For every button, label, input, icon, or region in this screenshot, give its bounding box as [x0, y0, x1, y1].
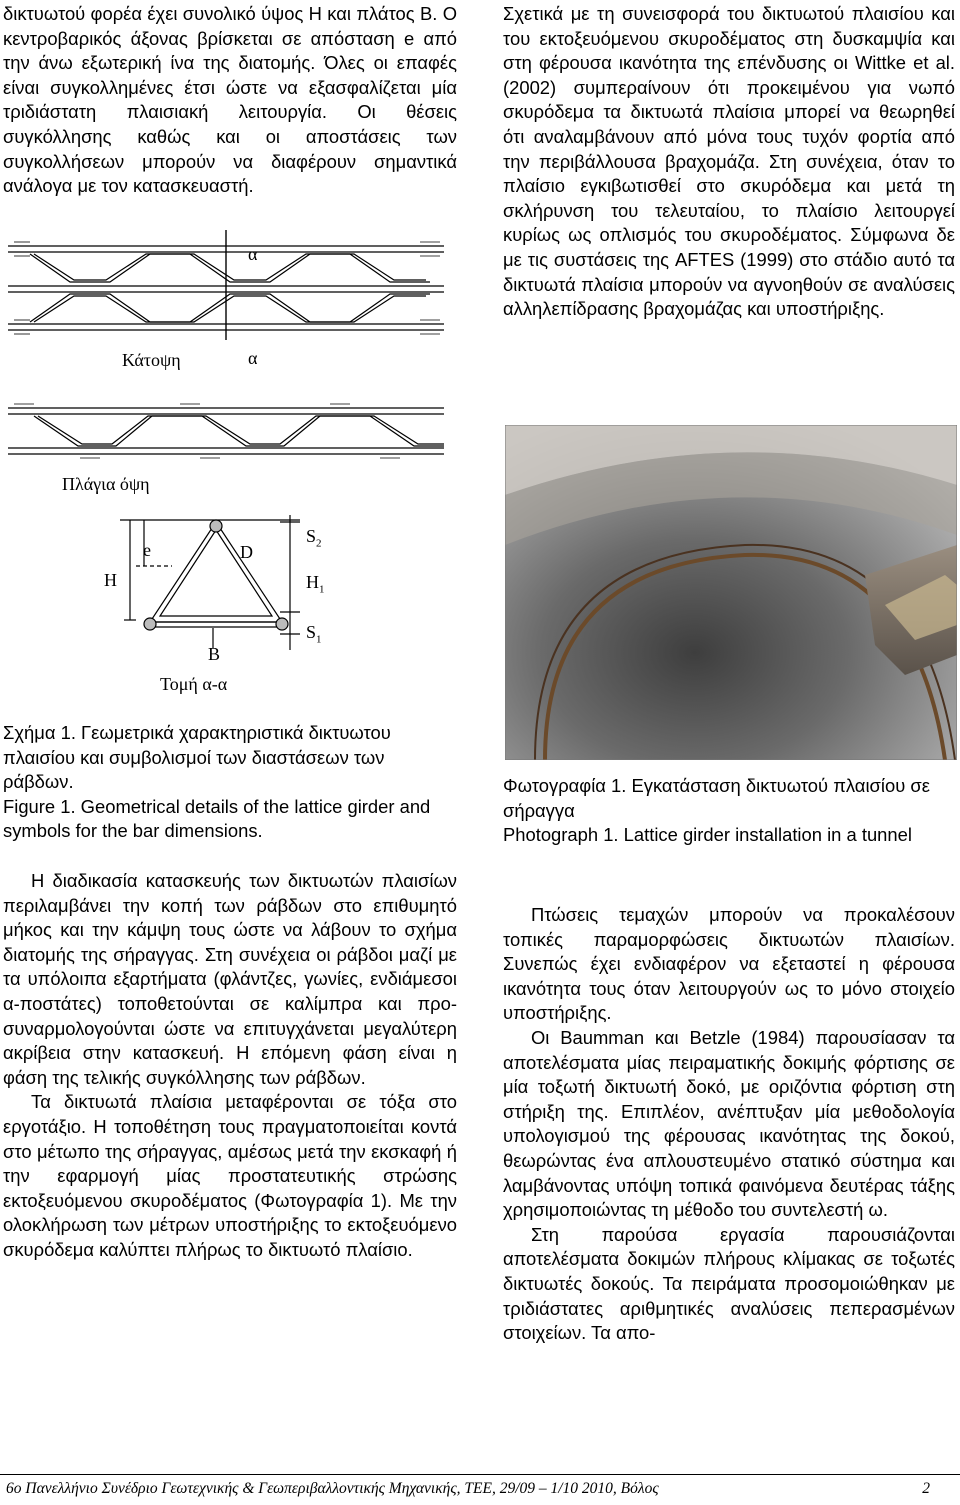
figure-1-caption	[3, 721, 457, 844]
paragraph: Οι Baumman και Betzle (1984) παρουσίασαν τα αποτελέσματα μίας πειραματικής δοκιμής φόρτισης σε μία τοξωτή δικτυωτή δοκό, με οριζόντια φόρτιση στη στήριξη της. Επιπλέον, ανέπτυξαν μία μεθοδολογία υπολογισμού της φέρουσας ικανότητας της δοκού, θεωρώντας ένα απλουστευμένο στατικό σύστημα και λαμβάνοντας υπόψη τοπικά φαινόμενα δευτέρας τάξης χρησιμοποιώντας τη μέθοδο του συντελεστή ω.	[503, 1026, 955, 1221]
footer-rule	[0, 1474, 960, 1475]
right-column-intro	[503, 2, 955, 322]
page-number: 2	[922, 1480, 930, 1497]
label-side-view: Πλάγια όψη	[62, 474, 150, 494]
page-footer	[6, 1480, 930, 1498]
right-column-body	[503, 903, 955, 1346]
paragraph: Στη παρούσα εργασία παρουσιάζονται αποτελέσματα δοκιμών πλήρους κλίμακας σε τοξωτές δικτυωτές δοκούς. Τα πειράματα προσομοιώθηκαν με τριδιάστατες αριθμητικές αναλύσεις πεπερασμένων στοιχείων. Τα απο-	[503, 1223, 955, 1344]
caption-english: Photograph 1. Lattice girder installation in a tunnel	[503, 824, 912, 846]
paragraph: Τα δικτυωτά πλαίσια μεταφέρονται σε τόξα στο εργοτάξιο. Η τοποθέτηση τους πραγματοποιείται κοντά στο μέτωπο της σήραγγας, αμέσως μετά την εκσκαφή ή την εφαρμογή μίας προστατευτικής στρώσης εκτοξευόμενου σκυροδέματος (Φωτογραφία 1). Με την ολοκλήρωση των μέτρων υποστήριξης το εκτοξευόμενο σκυρόδεμα καλύπτει πλήρως το δικτυωτό πλαίσιο.	[3, 1091, 457, 1260]
footer-text: 6ο Πανελλήνιο Συνέδριο Γεωτεχνικής & Γεωπεριβαλλοντικής Μηχανικής, ΤΕΕ, 29/09 – 1/10 2010, Βόλος	[6, 1480, 659, 1497]
label-alpha-top: α	[248, 244, 258, 264]
tunnel-photograph	[505, 425, 957, 760]
label-S2-sub: 2	[316, 537, 322, 550]
paragraph: Η διαδικασία κατασκευής των δικτυωτών πλαισίων περιλαμβάνει την κοπή των ράβδων στο επιθυμητό μήκος και την κάμψη τους ώστε να λάβουν το σχήμα διατομής της σήραγγας. Στη συνέχεια οι ράβδοι μαζί με τα υπόλοιπα εξαρτήματα (φλάντζες, γωνίες, ενδιάμεσοι α-ποστάτες) τοποθετούνται σε καλίμπρα και προ-συναρμολογούνται ώστε να επιτυγχάνεται μεγαλύτερη ακρίβεια στην κατασκευή. Η επόμενη φάση είναι η φάση της τελικής συγκόλλησης των ράβδων.	[3, 870, 457, 1088]
label-B: B	[208, 644, 221, 664]
figure-1	[0, 230, 460, 700]
label-plan-view: Κάτοψη	[122, 350, 181, 370]
caption-greek: Σχήμα 1. Γεωμετρικά χαρακτηριστικά δικτυωτου πλαισίου και συμβολισμοί των διαστάσεων των ράβδων.	[3, 722, 391, 793]
paragraph: δικτυωτού φορέα έχει συνολικό ύψος Η και πλάτος Β. Ο κεντροβαρικός άξονας βρίσκεται σε απόσταση e από την άνω εξωτερική ίνα της διατομής. Όλες οι επαφές είναι συγκολλημένες έτσι ώστε να εξασφαλίζεται μία τριδιάστατη πλαισιακή λειτουργία. Οι θέσεις συγκόλλησης καθώς και οι αποστάσεις των συγκολλήσεων μπορούν να διαφέρουν σημαντικά ανάλογα με τον κατασκευαστή.	[3, 3, 457, 197]
photo-1-caption	[503, 774, 955, 848]
label-H: H	[104, 570, 117, 590]
label-S2-main: S	[306, 526, 317, 546]
label-alpha-bottom: α	[248, 348, 258, 368]
left-column-body	[3, 869, 457, 1263]
lattice-girder-drawing	[0, 230, 460, 700]
paragraph: Σχετικά με τη συνεισφορά του δικτυωτού πλαισίου και του εκτοξευόμενου σκυροδέματος στη δυσκαμψία και στη φέρουσα ικανότητα της επένδυσης οι Wittke et al. (2002) συμπεραίνουν ότι προκειμένου για νωπό σκυρόδεμα τα δικτυωτά πλαίσια μπορεί να θεωρηθεί ότι αναλαμβάνουν από μόνα τους τυχόν φορτία από την περιβάλλουσα βραχομάζα. Στη συνέχεια, όταν το πλαίσιο εγκιβωτισθεί στο σκυρόδεμα και μετά τη σκλήρυνση του τελευταίου, το πλαίσιο λειτουργεί κυρίως ως οπλισμός του σκυροδέματος. Σύμφωνα δε με τις συστάσεις της AFTES (1999) στο στάδιο αυτό τα δικτυωτά πλαίσια μπορούν να αγνοηθούν σε αναλύσεις αλληλεπίδρασης βραχομάζας και υποστήριξης.	[503, 3, 955, 320]
caption-english: Figure 1. Geometrical details of the lattice girder and symbols for the bar dimensions.	[3, 795, 431, 842]
paragraph: Πτώσεις τεμαχών μπορούν να προκαλέσουν τοπικές παραμορφώσεις δικτυωτών πλαισίων. Συνεπώς έχει ενδιαφέρον να εξεταστεί η φέρουσα ικανότητα τους όταν λειτουργούν ως το μόνο στοιχείο υποστήριξης.	[503, 904, 955, 1024]
label-D: D	[240, 542, 253, 562]
label-H1-main: H	[306, 572, 319, 592]
label-S1	[306, 622, 322, 650]
label-H1-sub: 1	[319, 583, 325, 596]
label-S2	[306, 526, 322, 554]
caption-greek: Φωτογραφία 1. Εγκατάσταση δικτυωτού πλαισίου σε σήραγγα	[503, 775, 930, 821]
tunnel-photo-image	[505, 425, 957, 760]
label-S1-main: S	[306, 622, 317, 642]
label-section-a-a: Τομή α-α	[160, 674, 228, 694]
left-column-intro	[3, 2, 457, 199]
label-H1	[306, 572, 325, 600]
label-e: e	[143, 540, 151, 560]
label-S1-sub: 1	[316, 633, 322, 646]
